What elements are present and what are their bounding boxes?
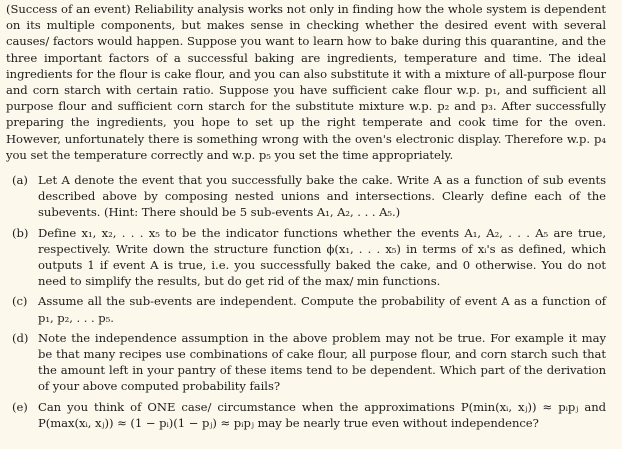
question-label: (e) <box>12 399 28 414</box>
question-text: Can you think of ONE case/ circumstance when the approximations P(min(xᵢ, xⱼ)) ≈ pᵢpⱼ and P(max(xᵢ, xⱼ)) ≈ (1 − pᵢ)(1 − pⱼ) ≈ pᵢpⱼ may be nearly true even without independence? <box>38 399 606 430</box>
question-text: Let A denote the event that you successfully bake the cake. Write A as a function of sub events described above by composing nested unions and intersections. Clearly define each of the subevents. (Hint: There should be 5 sub-events A₁, A₂, . . . A₅.) <box>38 173 606 220</box>
question-label: (b) <box>12 225 29 240</box>
question-text: Note the independence assumption in the above problem may not be true. For example it may be that many recipes use combinations of cake flour, all purpose flour, and corn starch such that the amount left in your pantry of these items tend to be dependent. Which part of the derivation of your above computed probability fails? <box>38 330 606 394</box>
question-b <box>6 225 606 290</box>
question-text: Define x₁, x₂, . . . x₅ to be the indicator functions whether the events A₁, A₂, . . . A₅ are true, respectively. Write down the structure function ϕ(x₁, . . . x₅) in terms of xᵢ's as defined, which outputs 1 if event A is true, i.e. you successfully baked the cake, and 0 otherwise. You do not need to simplify the results, but do get rid of the max/ min functions. <box>38 225 606 289</box>
question-text: Assume all the sub-events are independent. Compute the probability of event A as a function of p₁, p₂, . . . p₅. <box>38 294 606 325</box>
question-label: (d) <box>12 330 29 345</box>
question-label: (a) <box>12 173 28 188</box>
question-a <box>6 172 606 221</box>
question-c <box>6 293 606 325</box>
question-list <box>6 172 606 431</box>
question-e <box>6 399 606 431</box>
problem-intro: (Success of an event) Reliability analysis works not only in finding how the whole system is dependent on its multiple components, but makes sense in checking whether the desired event with several causes/ factors would happen. Suppose you want to learn how to bake during this quarantine, and the three important factors of a successful baking are ingredients, temperature and time. The ideal ingredients for the flour is cake flour, and you can also substitute it with a mixture of all-purpose flour and corn starch with certain ratio. Suppose you have sufficient cake flour w.p. p₁, and sufficient all purpose flour and sufficient corn starch for the substitute mixture w.p. p₂ and p₃. After successfully preparing the ingredients, you hope to set up the right temperate and cook time for the oven. However, unfortunately there is something wrong with the oven's electronic display. Therefore w.p. p₄ you set the temperature correctly and w.p. p₅ you set the time appropriately. <box>6 2 606 162</box>
question-d <box>6 330 606 395</box>
problem-sheet <box>6 1 606 435</box>
question-label: (c) <box>12 294 28 309</box>
